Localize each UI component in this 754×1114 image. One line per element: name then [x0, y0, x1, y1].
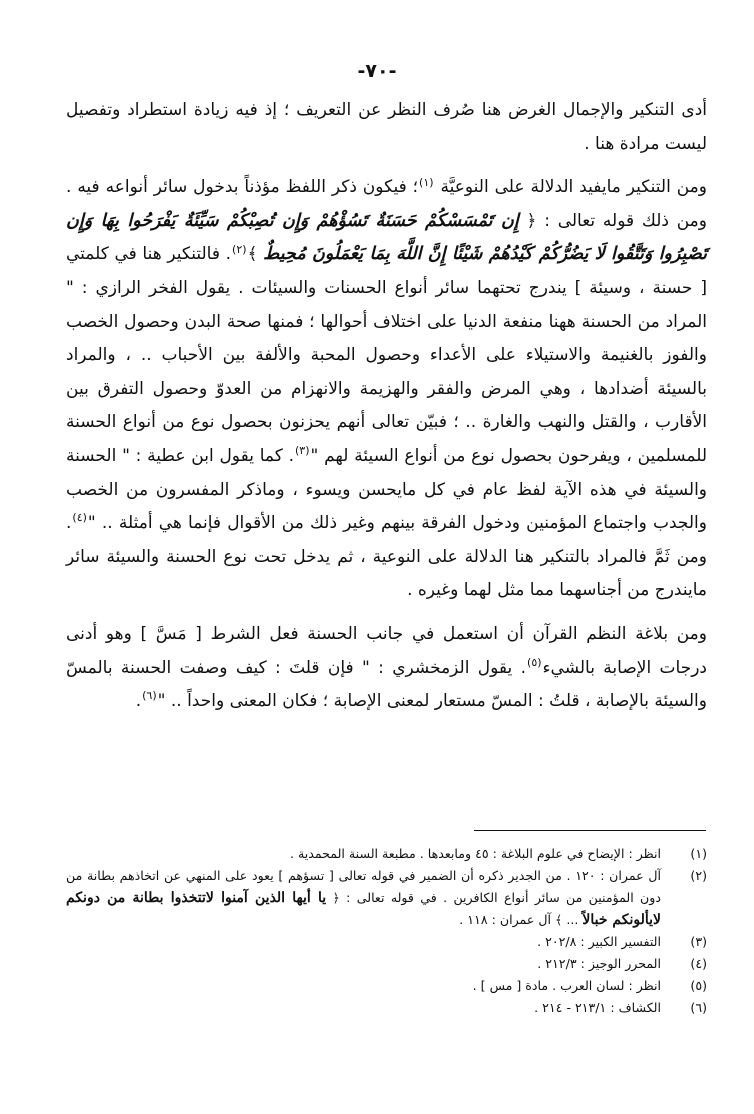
paragraph-3-text-a: ومن بلاغة النظم القرآن أن استعمل في جانب الحسنة فعل الشرط [ مَسَّ ] وهو أدنى درجات الإصابة بالشيء	[66, 623, 707, 678]
footnote-number: (٦)	[690, 1000, 707, 1015]
page-number: -٧٠-	[357, 60, 397, 82]
paragraph-2-text-e: . كما يقول ابن عطية : " الحسنة والسيئة في هذه الآية لفظ عام في كل مايحسن ويسوء ، وماذكر المفسرون من الخصب والجدب واجتماع المؤمنين ودخول الفرقة بينهم وغير ذلك من الأقوال فإنما هي أمثلة .. "	[66, 445, 707, 534]
verse-close-bracket: ﴾	[247, 244, 258, 265]
footnote-ref-2[interactable]: (٢)	[232, 242, 247, 256]
paragraph-2-text-f: . ومن ثَمَّ فالمراد بالتنكير هنا الدلالة على النوعية ، ثم يدخل تحت نوع الحسنة والسيئة سائر مايندرج من أجناسهما مما مثل لهما وغيره .	[66, 513, 707, 601]
footnote-ref-4[interactable]: (٤)	[72, 511, 87, 525]
main-text	[66, 94, 707, 719]
paragraph-2	[66, 171, 707, 608]
footnote-2-text-a: آل عمران : ١٢٠ . من الجدير ذكره أن الضمير في قوله تعالى [ تسؤهم ] يعود على المنهي عن اتخاذهم بطانة من دون المؤمنين من سائر أنواع الكافرين . في قوله تعالى : ﴿	[66, 868, 661, 905]
footnote-text: الكشاف : ٢١٣/١ - ٢١٤ .	[534, 1000, 661, 1015]
footnote-number: (٣)	[690, 934, 707, 949]
footnote-quran-verse: يا أيها الذين آمنوا لاتتخذوا بطانة من دونكم لايألونكم خبالاً	[66, 890, 661, 928]
quran-verse: إِن تَمْسَسْكُمْ حَسَنَةٌ تَسُؤْهُمْ وَإِن تُصِبْكُمْ سَيِّئَةٌ يَفْرَحُوا بِهَا وَإِن تَصْبِرُوا وَتَتَّقُوا لَا يَضُرُّكُمْ كَيْدُهُمْ شَيْئًا إِنَّ اللَّهَ بِمَا يَعْمَلُونَ مُحِيطٌ	[66, 210, 707, 265]
footnote-text: المحرر الوجيز : ٢١٢/٣ .	[537, 956, 661, 971]
footnote-number: (١)	[690, 846, 707, 861]
footnote-ref-1[interactable]: (١)	[419, 175, 434, 189]
footnote-number: (٢)	[690, 868, 707, 883]
footnote-2-text-b: ... ﴾ آل عمران : ١١٨ .	[459, 912, 579, 927]
footnote-text: التفسير الكبير : ٢٠٢/٨ .	[537, 934, 661, 949]
paragraph-2-text-a: ومن التنكير مايفيد الدلالة على النوعيَّة	[440, 177, 707, 198]
footnote-text: انظر : لسان العرب . مادة [ مس ] .	[472, 978, 661, 993]
footnote-5	[66, 975, 707, 997]
footnote-3	[66, 931, 707, 953]
paragraph-2-text-d: . فالتنكير هنا في كلمتي [ حسنة ، وسيئة ] يندرج تحتهما سائر أنواع الحسنات والسيئات . يقول الفخر الرازي : " المراد من الحسنة ههنا منفعة الدنيا على اختلاف أحوالها ؛ فمنها صحة البدن وحصول الخصب والفوز بالغنيمة والاستيلاء على الأعداء وحصول المحبة والألفة بين الأحباب .. ، والمراد بالسيئة أضدادها ، وهي المرض والفقر والهزيمة والانهزام من العدوّ وحصول التفرق بين الأقارب ، والقتل والنهب والغارة .. ؛ فبيّن تعالى أنهم يحزنون بحصول نوع من أنواع الحسنة للمسلمين ، ويفرحون بحصول نوع من أنواع السيئة لهم "	[66, 244, 707, 466]
paragraph-3-text-b: . يقول الزمخشري : " فإن قلتَ : كيف وصفت الحسنة بالمسّ والسيئة بالإصابة ، قلتُ : المسّ مستعار لمعنى الإصابة ؛ فكان المعنى واحداً .. "	[66, 657, 707, 712]
footnote-2	[66, 865, 707, 931]
paragraph-1-text: أدى التنكير والإجمال الغرض هنا صُرف النظر عن التعريف ؛ إذ فيه زيادة استطراد وتفصيل ليست مرادة هنا .	[66, 100, 707, 154]
footnote-text: انظر : الإيضاح في علوم البلاغة : ٤٥ ومابعدها . مطبعة السنة المحمدية .	[290, 846, 661, 861]
footnotes	[66, 843, 707, 1019]
footnote-text	[66, 865, 661, 931]
footnote-1	[66, 843, 707, 865]
footnote-ref-5[interactable]: (٥)	[527, 655, 542, 669]
footnote-ref-6[interactable]: (٦)	[142, 689, 157, 703]
paragraph-1	[66, 94, 707, 161]
footnote-divider	[474, 830, 706, 831]
footnote-4	[66, 953, 707, 975]
footnote-ref-3[interactable]: (٣)	[294, 444, 310, 458]
footnote-number: (٥)	[690, 978, 707, 993]
footnote-number: (٤)	[690, 956, 707, 971]
paragraph-2-text-b: ؛ فيكون ذكر اللفظ مؤذناً بدخول سائر أنواعه فيه . ومن ذلك قوله تعالى : ﴿	[66, 177, 707, 231]
footnote-6	[66, 997, 707, 1019]
paragraph-3-text-c: .	[135, 691, 142, 712]
paragraph-3	[66, 618, 707, 719]
